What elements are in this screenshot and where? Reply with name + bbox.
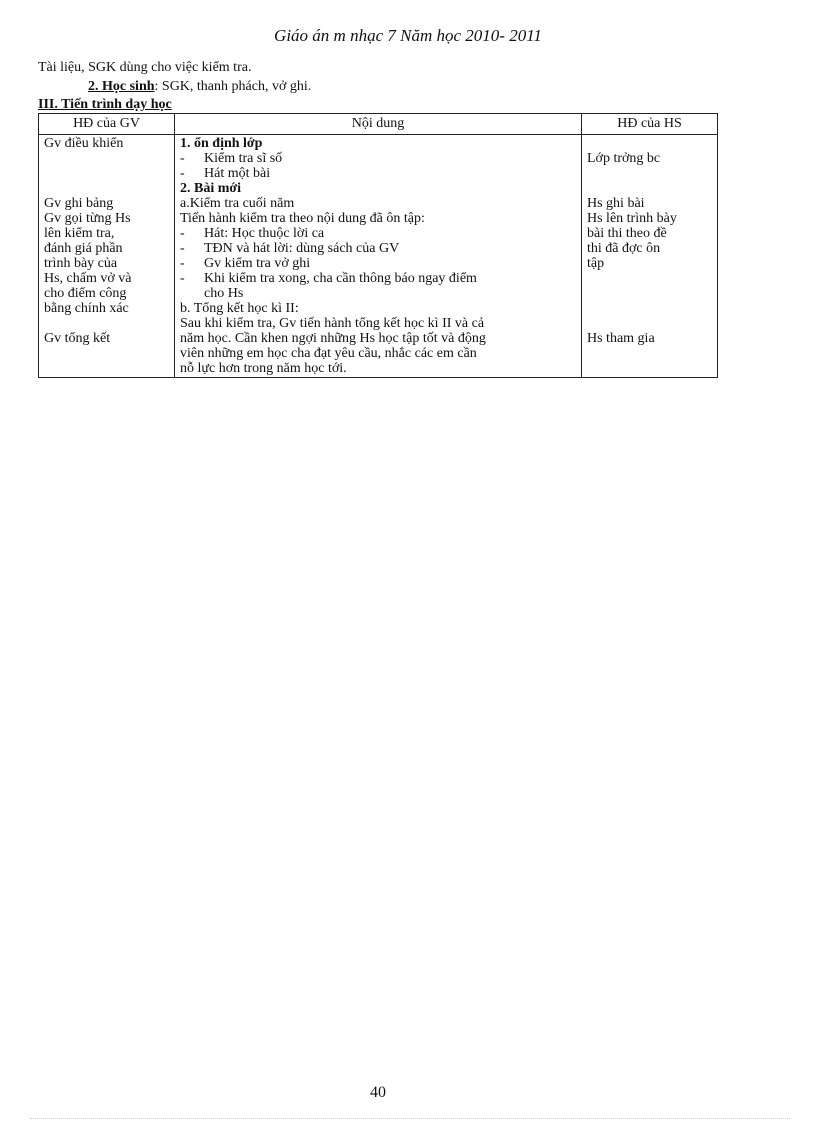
hs-line: Lớp trởng bc	[587, 151, 661, 166]
footer-divider	[30, 1118, 790, 1119]
hs-line: bài thi theo đề	[587, 226, 667, 241]
hs-column	[582, 135, 718, 378]
students-label: 2. Học sinh	[88, 79, 155, 94]
list-item: - Kiểm tra sĩ số	[180, 151, 283, 166]
hs-line: Hs tham gia	[587, 331, 655, 346]
gv-line: lên kiểm tra,	[44, 226, 115, 241]
content-heading: 2. Bài mới	[180, 181, 242, 196]
gv-line: Hs, chấm vở và	[44, 271, 132, 286]
hs-line: Hs lên trình bày	[587, 211, 677, 226]
list-item: - Hát một bài	[180, 166, 271, 181]
gv-line: bằng chính xác	[44, 301, 129, 316]
list-item: - Khi kiểm tra xong, cha cần thông báo ngay điểm	[180, 271, 477, 286]
hs-line: tập	[587, 256, 605, 271]
gv-line: cho điểm công	[44, 286, 127, 301]
list-item: - Hát: Học thuộc lời ca	[180, 226, 325, 241]
gv-line: trình bày của	[44, 256, 118, 271]
students-text: : SGK, thanh phách, vở ghi.	[154, 79, 312, 94]
content-line: Tiến hành kiểm tra theo nội dung đã ôn tập:	[180, 211, 425, 226]
table-header-row	[39, 114, 718, 135]
content-line: nỗ lực hơn trong năm học tới.	[180, 361, 347, 376]
hs-line: thi đã đợc ôn	[587, 241, 661, 256]
content-line: viên những em học cha đạt yêu cầu, nhắc các em cần	[180, 346, 477, 361]
list-item-continuation: cho Hs	[204, 286, 244, 301]
header-content: Nội dung	[175, 114, 582, 135]
content-heading: 1. ổn định lớp	[180, 136, 263, 151]
content-column	[175, 135, 582, 378]
gv-line: Gv ghi bảng	[44, 196, 114, 211]
content-line: năm học. Cần khen ngợi những Hs học tập tốt và động	[180, 331, 486, 346]
section-title: III. Tiến trình dạy học	[38, 97, 172, 112]
content-line: a.Kiểm tra cuối năm	[180, 196, 295, 211]
list-item: - Gv kiểm tra vở ghi	[180, 256, 311, 271]
content-line: b. Tổng kết học kì II:	[180, 301, 299, 316]
list-item: - TĐN và hát lời: dùng sách của GV	[180, 241, 400, 256]
students-line	[88, 79, 311, 95]
page-header: Giáo án m nhạc 7 Năm học 2010- 2011	[274, 26, 542, 45]
gv-line: đánh giá phần	[44, 241, 123, 256]
gv-column	[39, 135, 175, 378]
materials-line: Tài liệu, SGK dùng cho việc kiểm tra.	[38, 60, 252, 75]
lesson-table	[38, 113, 718, 378]
gv-line: Gv tổng kết	[44, 331, 111, 346]
content-line: Sau khi kiểm tra, Gv tiến hành tổng kết học kì II và cả	[180, 316, 485, 331]
gv-line: Gv điều khiển	[44, 136, 124, 151]
header-gv: HĐ của GV	[39, 114, 175, 135]
hs-line: Hs ghi bài	[587, 196, 645, 211]
gv-line: Gv gọi từng Hs	[44, 211, 131, 226]
table-row	[39, 135, 718, 378]
header-hs: HĐ của HS	[582, 114, 718, 135]
page-number: 40	[370, 1084, 386, 1101]
